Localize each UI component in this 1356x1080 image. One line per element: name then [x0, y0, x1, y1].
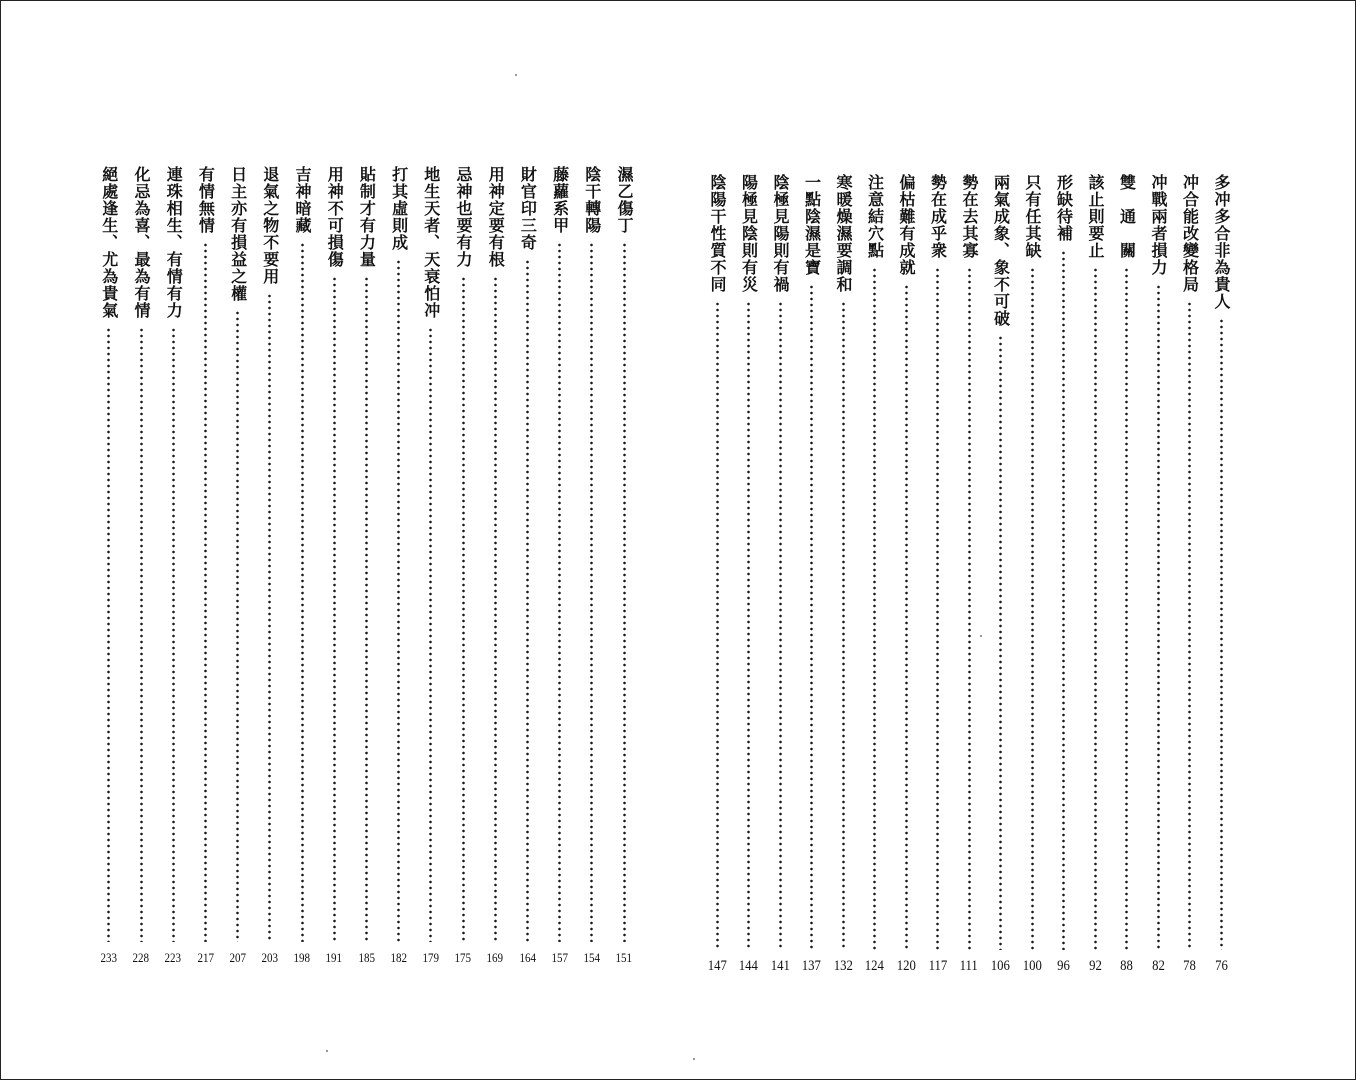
toc-entry-page-number: 124: [864, 958, 885, 974]
toc-entry-title: 打其虛則成: [389, 166, 409, 251]
toc-entry-title: 用神定要有根: [486, 166, 506, 268]
dot-leader: [1220, 318, 1223, 950]
toc-entry: [1179, 174, 1201, 974]
dot-leader: [1094, 267, 1097, 950]
toc-entry-page-number: 198: [293, 950, 311, 965]
toc-entry-title: 勢在成乎衆: [928, 174, 948, 259]
toc-entry-page-number: 144: [738, 958, 759, 974]
toc-entry-title: 只有任其缺: [1023, 174, 1042, 259]
toc-entry: [706, 174, 728, 974]
toc-entry-title: 連珠相生、有情有力: [164, 166, 184, 319]
dot-leader: [779, 301, 782, 950]
toc-entry: [549, 166, 571, 966]
dot-leader: [365, 276, 368, 942]
dot-leader: [810, 284, 813, 950]
toc-entry-page-number: 164: [519, 950, 536, 965]
toc-entry: [194, 166, 216, 966]
toc-entry-page-number: 82: [1151, 958, 1165, 974]
toc-entry: [1084, 174, 1106, 974]
toc-entry-title: 陽極見陰則有災: [739, 174, 759, 293]
toc-entry-page-number: 157: [551, 950, 568, 965]
toc-entry-title: 多冲多合非為貴人: [1212, 174, 1231, 310]
dot-leader: [301, 242, 304, 942]
dot-leader: [936, 267, 939, 950]
dot-leader: [873, 267, 876, 950]
toc-entry-title: 冲戰兩者損力: [1149, 174, 1168, 276]
toc-entry-page-number: 111: [959, 958, 979, 974]
dot-leader: [1188, 301, 1191, 950]
toc-entry-page-number: 182: [390, 950, 407, 965]
dot-leader: [558, 242, 561, 942]
scan-speck: [515, 74, 517, 76]
scan-speck: [980, 635, 982, 637]
toc-entry: [581, 166, 603, 966]
toc-entry-page-number: 207: [229, 950, 246, 965]
toc-entry-title: 有情無情: [196, 166, 216, 234]
toc-entry: [98, 166, 120, 966]
toc-entry: [1147, 174, 1169, 974]
dot-leader: [397, 259, 400, 942]
dot-leader: [905, 284, 908, 950]
toc-entry: [738, 174, 760, 974]
toc-entry-page-number: 137: [801, 958, 822, 974]
dot-leader: [716, 301, 719, 950]
toc-entry-page-number: 169: [486, 950, 504, 965]
dot-leader: [172, 327, 175, 942]
dot-leader: [999, 335, 1002, 950]
dot-leader: [494, 276, 497, 942]
toc-entry: [291, 166, 313, 966]
toc-entry: [1021, 174, 1043, 974]
toc-entry-title: 日主亦有損益之權: [228, 166, 248, 302]
toc-entry: [484, 166, 506, 966]
toc-entry: [227, 166, 249, 966]
toc-entry-page-number: 106: [990, 958, 1011, 974]
toc-entry-title: 陰干轉陽: [582, 166, 602, 234]
toc-entry-title: 注意結穴點: [865, 174, 885, 259]
dot-leader: [333, 276, 336, 942]
dot-leader: [590, 242, 593, 942]
toc-entry: [130, 166, 152, 966]
toc-entry-page-number: 203: [261, 950, 279, 965]
toc-entry-title: 一點陰濕是寶: [802, 174, 822, 276]
dot-leader: [236, 310, 239, 942]
toc-entry-title: 藤蘿系甲: [550, 166, 570, 234]
toc-entry: [990, 174, 1012, 974]
dot-leader: [462, 276, 465, 942]
dot-leader: [1157, 284, 1160, 950]
toc-entry-title: 勢在去其寡: [960, 174, 979, 259]
toc-entry-title: 用神不可損傷: [325, 166, 345, 268]
toc-entry-page-number: 78: [1183, 958, 1196, 974]
toc-entry: [958, 174, 980, 974]
toc-entry-title: 形缺待補: [1054, 174, 1074, 242]
toc-entry-title: 陰極見陽則有禍: [771, 174, 790, 293]
toc-entry-page-number: 120: [896, 958, 916, 974]
toc-entry-page-number: 154: [583, 950, 601, 965]
toc-entry: [516, 166, 538, 966]
toc-entry-title: 陰陽干性質不同: [708, 174, 727, 293]
dot-leader: [1062, 250, 1065, 950]
toc-entry-page-number: 147: [707, 958, 727, 974]
toc-entry-title: 冲合能改變格局: [1180, 174, 1200, 293]
toc-entry-title: 絕處逢生、尤為貴氣: [99, 166, 119, 319]
dot-leader: [526, 259, 529, 942]
toc-entry-page-number: 151: [615, 950, 633, 965]
toc-entry-page-number: 96: [1057, 958, 1070, 974]
toc-entry: [832, 174, 854, 974]
toc-entry-page-number: 175: [454, 950, 472, 965]
toc-entry-title: 雙 通 關: [1117, 174, 1137, 259]
toc-entry-title: 該止則要止: [1086, 174, 1105, 259]
toc-entry: [801, 174, 823, 974]
toc-entry: [388, 166, 410, 966]
dot-leader: [842, 301, 845, 950]
toc-entry-page-number: 228: [132, 950, 150, 965]
toc-entry-page-number: 179: [422, 950, 440, 965]
toc-entry-title: 化忌為喜、最為有情: [132, 166, 151, 319]
toc-entry-page-number: 117: [928, 958, 947, 974]
dot-leader: [968, 267, 971, 950]
toc-entry-page-number: 217: [197, 950, 214, 965]
toc-entry: [769, 174, 791, 974]
dot-leader: [107, 327, 110, 942]
toc-entry: [259, 166, 281, 966]
toc-entry-title: 忌神也要有力: [454, 166, 473, 268]
toc-entry-title: 寒暖燥濕要調和: [834, 174, 853, 293]
toc-entry-title: 財官印三奇: [518, 166, 538, 251]
toc-entry-page-number: 185: [358, 950, 375, 965]
dot-leader: [1125, 267, 1128, 950]
toc-entry: [613, 166, 635, 966]
dot-leader: [140, 327, 143, 942]
toc-entry-page-number: 100: [1022, 958, 1042, 974]
scan-speck: [326, 1050, 328, 1052]
toc-entry-title: 地生天者、天衰怕冲: [421, 166, 441, 319]
toc-entry-page-number: 92: [1088, 958, 1102, 974]
toc-entry: [895, 174, 917, 974]
toc-entry-page-number: 141: [770, 958, 790, 974]
toc-entry-page-number: 223: [164, 950, 182, 965]
dot-leader: [1031, 267, 1034, 950]
toc-entry: [355, 166, 377, 966]
toc-entry: [1053, 174, 1075, 974]
toc-entry-title: 貼制才有力量: [357, 166, 377, 268]
toc-entry-page-number: 233: [100, 950, 118, 965]
scan-speck: [693, 1058, 695, 1060]
toc-entry: [1116, 174, 1138, 974]
toc-entry: [864, 174, 886, 974]
toc-entry-page-number: 191: [325, 950, 343, 965]
toc-entry-title: 吉神暗藏: [293, 166, 312, 234]
toc-entry: [452, 166, 474, 966]
toc-entry-title: 濕乙傷丁: [615, 166, 634, 234]
dot-leader: [429, 327, 432, 942]
dot-leader: [747, 301, 750, 950]
toc-entry: [927, 174, 949, 974]
toc-entry: [323, 166, 345, 966]
dot-leader: [204, 242, 207, 942]
toc-entry-page-number: 76: [1214, 958, 1228, 974]
toc-entry: [162, 166, 184, 966]
toc-entry-page-number: 88: [1120, 958, 1133, 974]
dot-leader: [623, 242, 626, 942]
toc-entry-title: 偏枯難有成就: [897, 174, 916, 276]
toc-entry-title: 退氣之物不要用: [260, 166, 280, 285]
toc-entry: [1210, 174, 1232, 974]
toc-entry: [420, 166, 442, 966]
toc-entry-page-number: 132: [833, 958, 853, 974]
toc-entry-title: 兩氣成象、象不可破: [991, 174, 1011, 327]
dot-leader: [268, 293, 271, 942]
